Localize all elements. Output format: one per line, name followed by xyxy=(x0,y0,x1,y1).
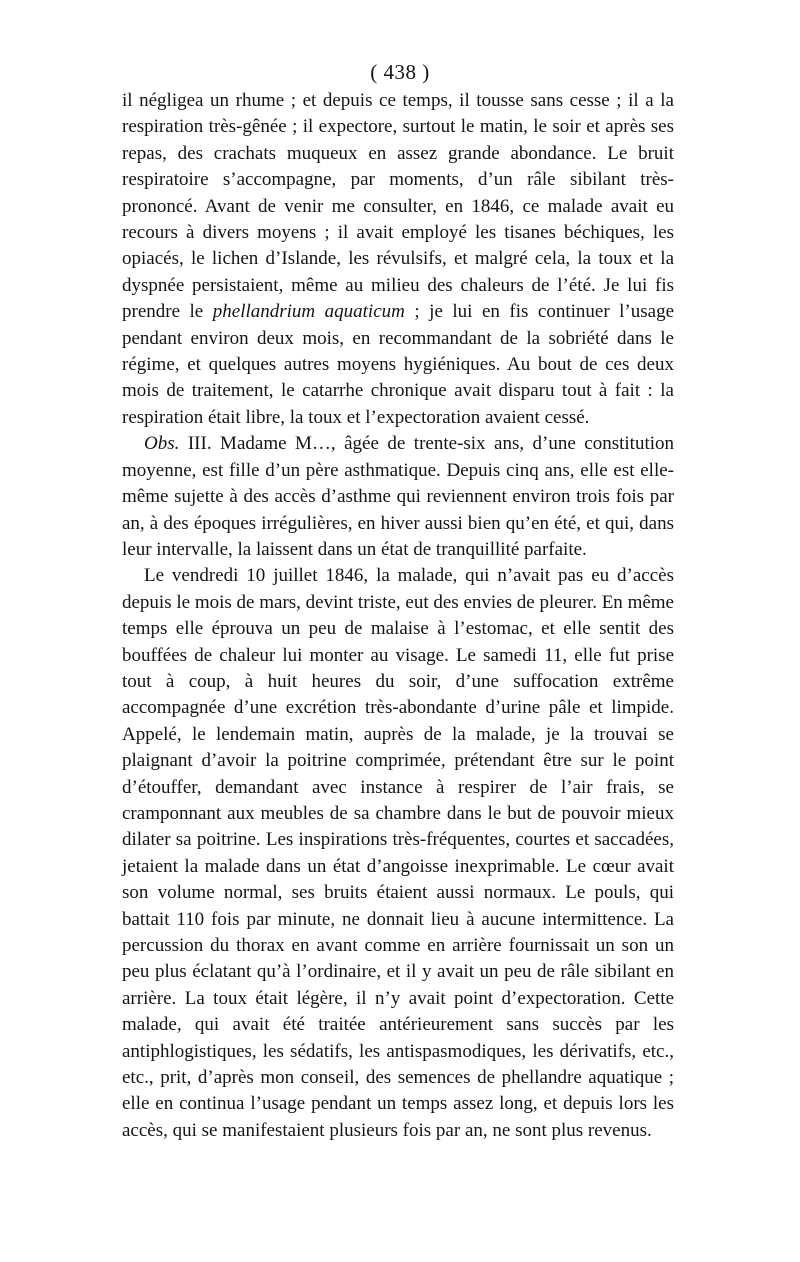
paragraph-text-continued: ; je lui en fis continuer l’usage pendant environ deux mois, en recommandant de la sobriété dans le régime, et quelques autres moyens hygiéniques. Au bout de ces deux mois de traitement, le catarrhe chronique avait disparu tout à fait : la respiration était libre, la toux et l’expectoration avaient cessé. xyxy=(122,301,675,428)
page-number: ( 438 ) xyxy=(370,60,430,84)
paragraph-case-continuation xyxy=(122,88,674,431)
body-text xyxy=(122,88,674,1144)
paragraph-case-description xyxy=(122,563,674,1144)
paragraph-observation-three xyxy=(122,431,674,563)
paragraph-text: III. Madame M…, âgée de trente-six ans, d’une constitution moyenne, est fille d’un père asthmatique. Depuis cinq ans, elle est elle-même sujette à des accès d’asthme qui reviennent environ trois fois par an, à des époques irrégulières, en hiver aussi bien qu’en été, et qui, dans leur intervalle, la laissent dans un état de tranquillité parfaite. xyxy=(122,433,675,560)
observation-label: Obs. xyxy=(144,433,180,455)
paragraph-text: Le vendredi 10 juillet 1846, la malade, qui n’avait pas eu d’accès depuis le mois de mars, devint triste, eut des envies de pleurer. En même temps elle éprouva un peu de malaise à l’estomac, et elle sentit des bouffées de chaleur lui monter au visage. Le samedi 11, elle fut prise tout à coup, à huit heures du soir, d’une suffocation extrême accompagnée d’une excrétion très-abondante d’urine pâle et limpide. Appelé, le lendemain matin, auprès de la malade, je la trouvai se plaignant d’avoir la poitrine comprimée, prétendant être sur le point d’étouffer, demandant avec instance à respirer de l’air frais, se cramponnant aux meubles de sa chambre dans le but de pouvoir mieux dilater sa poitrine. Les inspirations très-fréquentes, courtes et saccadées, jetaient la malade dans un état d’angoisse inexprimable. Le cœur avait son volume normal, ses bruits étaient aussi normaux. Le pouls, qui battait 110 fois par minute, ne donnait lieu à aucune intermittence. La percussion du thorax en avant comme en arrière fournissait un son un peu plus éclatant qu’à l’ordinaire, et il y avait un peu de râle sibilant en arrière. La toux était légère, il n’y avait point d’expectoration. Cette malade, qui avait été traitée antérieurement sans succès par les antiphlogistiques, les sédatifs, les antispasmodiques, les dérivatifs, etc., etc., prit, d’après mon conseil, des semences de phellandre aquatique ; elle en continua l’usage pendant un temps assez long, et depuis lors les accès, qui se manifestaient plusieurs fois par an, ne sont plus revenus. xyxy=(122,565,674,1141)
paragraph-text: il négligea un rhume ; et depuis ce temps, il tousse sans cesse ; il a la respiration très-gênée ; il expectore, surtout le matin, le soir et après ses repas, des crachats muqueux en assez grande abondance. Le bruit respiratoire s’accompagne, par moments, d’un râle sibilant très-prononcé. Avant de venir me consulter, en 1846, ce malade avait eu recours à divers moyens ; il avait employé les tisanes béchiques, les opiacés, le lichen d’Islande, les révulsifs, et malgré cela, la toux et la dyspnée persistaient, même au milieu des chaleurs de l’été. Je lui fis prendre le xyxy=(122,90,674,323)
latin-plant-name: phellandrium aquaticum xyxy=(212,301,405,323)
